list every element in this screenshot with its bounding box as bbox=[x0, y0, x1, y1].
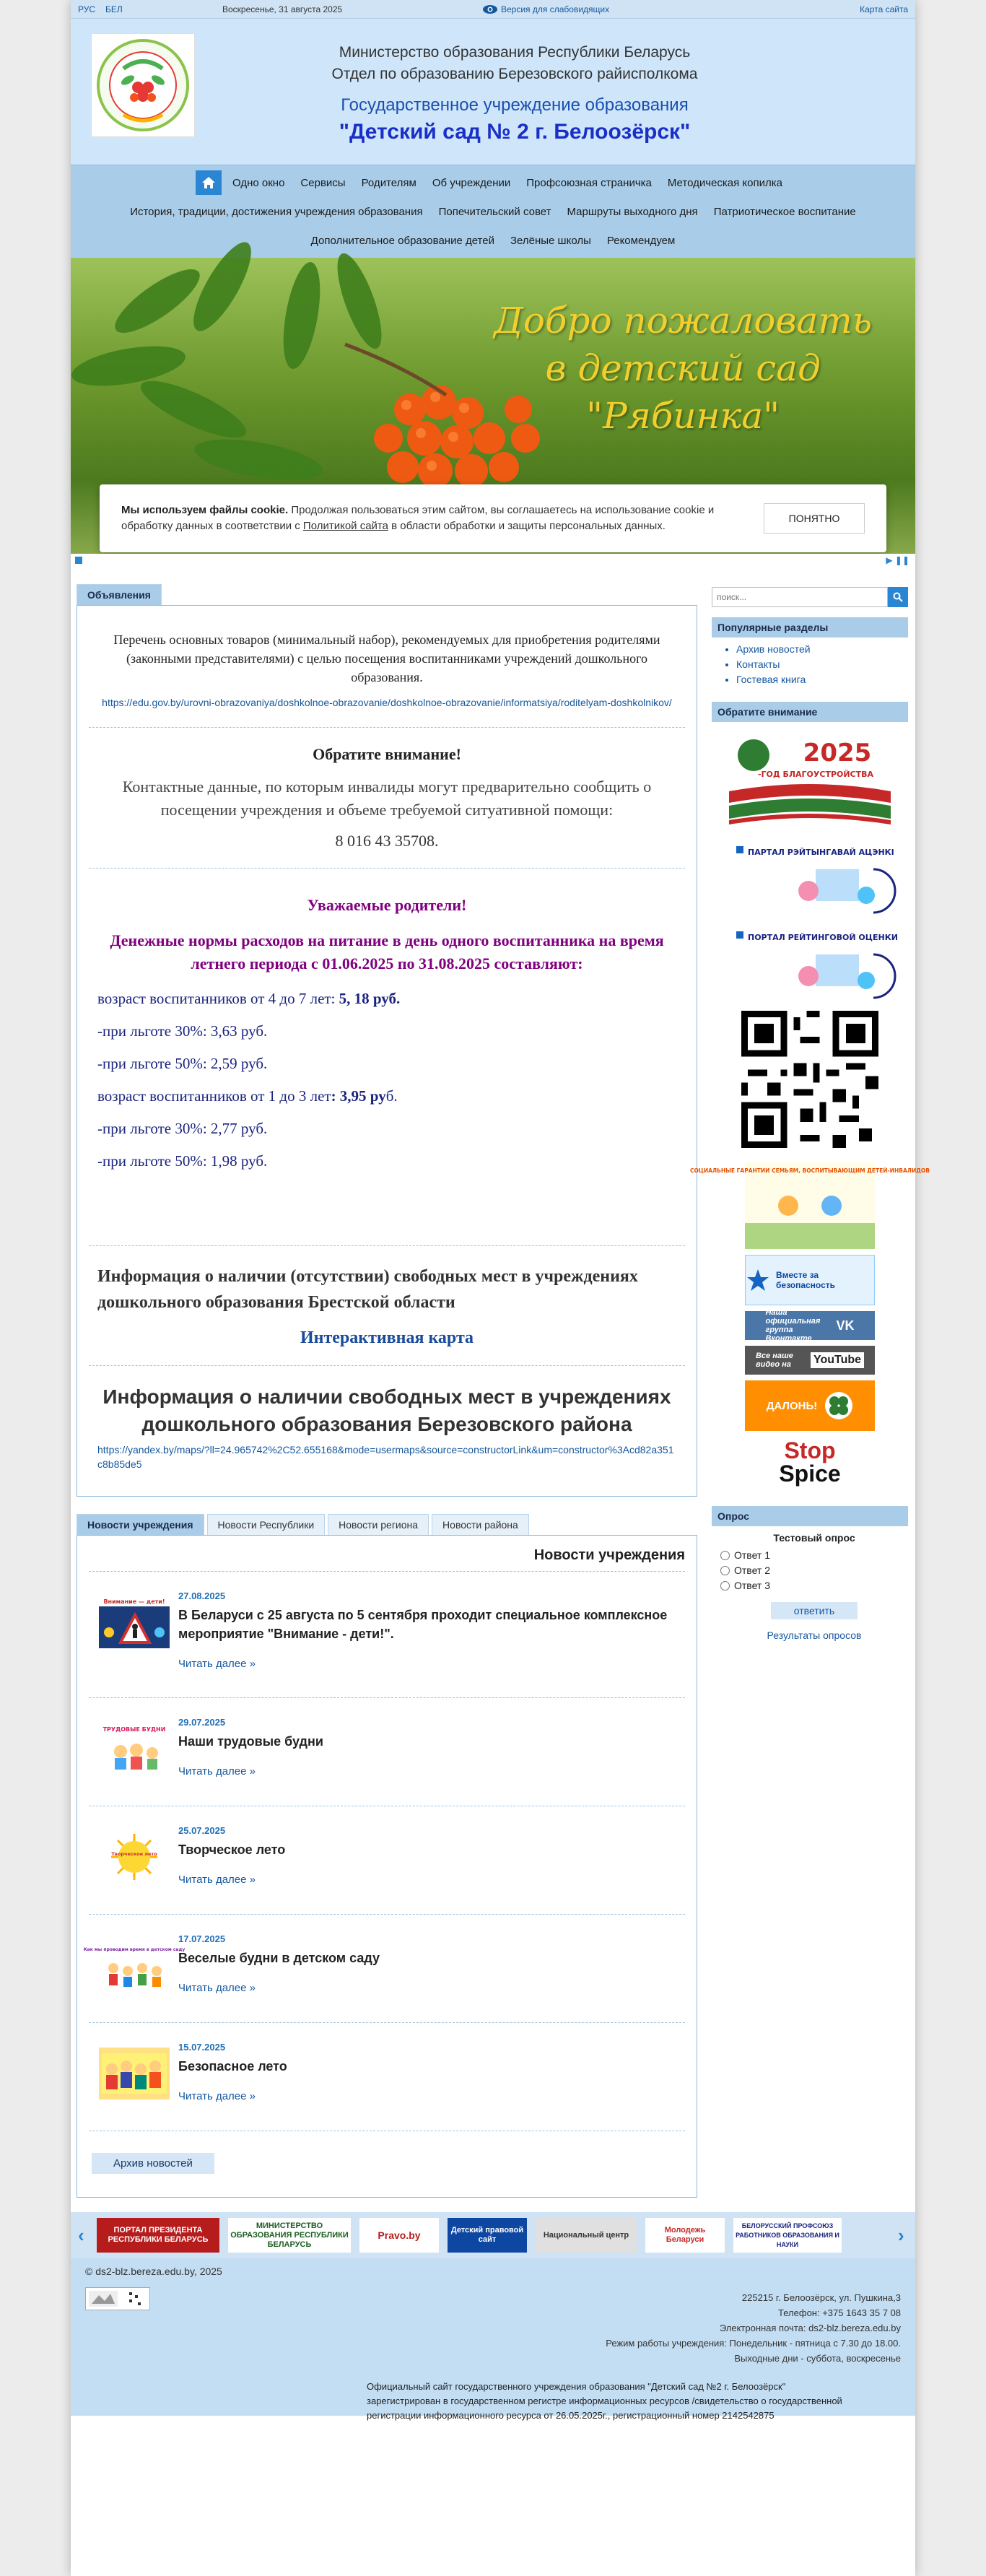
rate-age-1-3-suffix: б. bbox=[385, 1087, 398, 1105]
contact-info bbox=[606, 2290, 901, 2366]
vk-group-banner[interactable] bbox=[745, 1308, 875, 1343]
rating-portal-banner-ru[interactable] bbox=[729, 926, 898, 1005]
announce-tabs bbox=[77, 584, 697, 605]
read-more-link[interactable]: Читать далее » bbox=[178, 2090, 256, 2102]
visitor-counter[interactable] bbox=[85, 2287, 150, 2310]
search-icon bbox=[893, 592, 903, 602]
tab-news-region[interactable]: Новости региона bbox=[328, 1514, 429, 1535]
disability-text: Контактные данные, по которым инвалиды могут предварительно сообщить о посещении учреждения и объеме требуемой ситуативной помощи: bbox=[122, 778, 652, 819]
partner-national-center[interactable]: Национальный центр bbox=[536, 2218, 637, 2253]
read-more-link[interactable]: Читать далее » bbox=[178, 1658, 256, 1670]
goods-list-link[interactable]: https://edu.gov.by/urovni-obrazovaniya/doshkolnoe-obrazovanie/doshkolnoe-obrazovanie/informatsiya/roditelyam-doshkolnikov/ bbox=[102, 697, 672, 708]
site-footer bbox=[71, 2258, 915, 2421]
stop-label: Stop bbox=[784, 1437, 836, 1463]
goods-list-text: Перечень основных товаров (минимальный набор), рекомендуемых для приобретения родителями (законными представителями) с целью посещения воспитанниками учреждений дошкольного образования. bbox=[113, 632, 660, 684]
news-image-fun-days[interactable] bbox=[83, 1939, 186, 1991]
tab-news-republic[interactable]: Новости Республики bbox=[207, 1514, 326, 1535]
poll-radio[interactable] bbox=[720, 1551, 730, 1560]
poll-option[interactable] bbox=[720, 1548, 908, 1563]
news-body bbox=[178, 1591, 685, 1670]
news-body bbox=[178, 1933, 685, 1995]
news-date: 27.08.2025 bbox=[178, 1591, 226, 1601]
partner-youth-belarus[interactable]: Молодежь Беларуси bbox=[645, 2218, 725, 2253]
tab-news-institution[interactable]: Новости учреждения bbox=[77, 1514, 204, 1535]
poll-radio[interactable] bbox=[720, 1581, 730, 1591]
announcement-goods-list bbox=[89, 613, 685, 728]
eye-icon bbox=[482, 4, 498, 14]
search-form bbox=[712, 587, 908, 607]
welcome-banner bbox=[71, 258, 915, 554]
rowan-logo-icon bbox=[95, 37, 191, 134]
address: 225215 г. Белоозёрск, ул. Пушкина,3 bbox=[741, 2292, 901, 2303]
rate-age-4-7 bbox=[97, 990, 676, 1008]
news-date: 15.07.2025 bbox=[178, 2042, 226, 2053]
qr-code-image[interactable] bbox=[741, 1011, 878, 1148]
nav-green-schools[interactable]: Зелёные школы bbox=[510, 234, 591, 247]
nav-services[interactable]: Сервисы bbox=[300, 176, 346, 189]
social-guarantees-label: СОЦИАЛЬНЫЕ ГАРАНТИИ СЕМЬЯМ, ВОСПИТЫВАЮЩИМ ДЕТЕЙ-ИНВАЛИДОВ bbox=[689, 1167, 930, 1174]
portal-by-label: ПАРТАЛ РЭЙТЫНГАВАЙ АЦЭНКІ bbox=[748, 848, 894, 857]
nav-trustees[interactable]: Попечительский совет bbox=[438, 205, 551, 218]
page bbox=[71, 0, 930, 2576]
rate-age-1-3-value: : 3,95 ру bbox=[331, 1087, 386, 1105]
popular-sections-heading: Популярные разделы bbox=[712, 617, 908, 638]
site-logo[interactable] bbox=[91, 33, 195, 137]
home-button[interactable] bbox=[196, 170, 222, 195]
search-button[interactable] bbox=[888, 587, 908, 607]
partner-pravo-by[interactable]: Pravo.by bbox=[359, 2218, 439, 2253]
news-item bbox=[89, 1698, 685, 1806]
ministry-title: Министерство образования Республики Беларусь bbox=[339, 44, 691, 61]
news-title[interactable]: Веселые будни в детском саду bbox=[178, 1951, 380, 1965]
counter-icon bbox=[86, 2288, 149, 2310]
cookie-text bbox=[121, 502, 746, 534]
attention-heading-sidebar: Обратите внимание bbox=[712, 702, 908, 722]
nav-row-2 bbox=[78, 197, 908, 226]
announcements-panel bbox=[77, 605, 697, 1497]
registration-line-1: Официальный сайт государственного учреждения образования "Детский сад №2 г. Белоозёрск" bbox=[367, 2381, 786, 2392]
search-input[interactable] bbox=[712, 587, 888, 607]
news-tabs bbox=[77, 1514, 697, 1535]
lang-by-link[interactable]: БЕЛ bbox=[105, 4, 123, 14]
youtube-banner[interactable] bbox=[745, 1346, 875, 1375]
rate-age-1-3 bbox=[97, 1087, 676, 1105]
read-more-link[interactable]: Читать далее » bbox=[178, 1874, 256, 1886]
rating-portal-banner-by[interactable] bbox=[729, 840, 894, 920]
carousel-prev-icon[interactable]: ‹ bbox=[78, 2224, 84, 2246]
attention-heading: Обратите внимание! bbox=[313, 745, 461, 763]
rate-age-4-7-label: возраст воспитанников от 4 до 7 лет: bbox=[97, 990, 339, 1007]
news-image-label-1: Внимание — дети! bbox=[103, 1598, 165, 1605]
cookie-bold: Мы используем файлы cookie. bbox=[121, 504, 289, 516]
home-icon bbox=[201, 176, 216, 189]
vision-version-label[interactable]: Версия для слабовидящих bbox=[501, 4, 610, 14]
news-date: 29.07.2025 bbox=[178, 1717, 226, 1728]
disability-phone: 8 016 43 35708. bbox=[335, 832, 439, 850]
poll-vote-button[interactable]: ответить bbox=[771, 1602, 858, 1619]
popular-contacts[interactable]: Контакты bbox=[736, 658, 780, 670]
vk-pre-label: Наша официальная группа Вконтакте bbox=[765, 1308, 821, 1343]
social-guarantees-banner[interactable] bbox=[689, 1162, 930, 1249]
read-more-link[interactable]: Читать далее » bbox=[178, 1765, 256, 1777]
popular-news-archive[interactable]: Архив новостей bbox=[736, 643, 811, 655]
nav-methodical[interactable]: Методическая копилка bbox=[667, 176, 782, 189]
yandex-map-link[interactable]: https://yandex.by/maps/?ll=24.965742%2C52.655168&mode=usermaps&source=constructorLink&um=constructor%3Acd82a351c8b85de5 bbox=[97, 1444, 674, 1470]
nav-weekend-routes[interactable]: Маршруты выходного дня bbox=[567, 205, 698, 218]
stop-spice-banner[interactable] bbox=[745, 1437, 875, 1487]
header-titles bbox=[244, 42, 785, 144]
news-body bbox=[178, 1717, 685, 1778]
sitemap-link[interactable]: Карта сайта bbox=[860, 4, 908, 14]
news-item bbox=[89, 1572, 685, 1698]
cookie-text-2: в области обработки и защиты персональных данных. bbox=[388, 520, 666, 532]
safety-star-icon bbox=[746, 1268, 770, 1292]
poll-option-label: Ответ 1 bbox=[734, 1549, 770, 1561]
news-item bbox=[83, 1915, 685, 2023]
dalonu-label: ДАЛОНЬ! bbox=[766, 1399, 818, 1412]
news-image-attention-children[interactable] bbox=[99, 1596, 170, 1648]
nav-extra-education[interactable]: Дополнительное образование детей bbox=[310, 234, 494, 247]
registration-line-2: зарегистрирован в государственном регистре информационных ресурсов /свидетельство о государственной регистрации информационного ресурса от 26.05.2025г., регистрационный номер 2142542875 bbox=[367, 2396, 842, 2421]
institution-type: Государственное учреждение образования bbox=[341, 95, 689, 115]
news-panel bbox=[77, 1535, 697, 2198]
dalonu-banner[interactable] bbox=[745, 1380, 875, 1431]
nav-patriotic[interactable]: Патриотическое воспитание bbox=[713, 205, 856, 218]
news-image-label-4: Как мы проводим время в детском саду bbox=[83, 1947, 186, 1952]
slide-indicator[interactable] bbox=[75, 557, 82, 564]
partner-education-union[interactable]: БЕЛОРУССКИЙ ПРОФСОЮЗ РАБОТНИКОВ ОБРАЗОВАНИЯ И НАУКИ bbox=[733, 2218, 842, 2253]
rate-age-1-3-label: возраст воспитанников от 1 до 3 лет bbox=[97, 1087, 331, 1105]
safety-label: Вместе за безопасность bbox=[776, 1270, 836, 1290]
news-title[interactable]: Безопасное лето bbox=[178, 2059, 287, 2074]
interactive-map-link[interactable]: Интерактивная карта bbox=[300, 1328, 474, 1347]
news-item bbox=[89, 2023, 685, 2131]
brest-places-heading: Информация о наличии (отсутствии) свободных мест в учреждениях дошкольного образования Брестской области bbox=[97, 1267, 638, 1312]
poll-option-label: Ответ 2 bbox=[734, 1565, 770, 1576]
news-body bbox=[178, 1825, 685, 1887]
carousel-next-icon[interactable]: › bbox=[898, 2224, 904, 2246]
cookie-accept-button[interactable]: ПОНЯТНО bbox=[764, 503, 865, 534]
nav-history[interactable]: История, традиции, достижения учреждения образования bbox=[130, 205, 423, 218]
nav-one-window[interactable]: Одно окно bbox=[232, 176, 285, 189]
youtube-pre-label: Все наше видео на bbox=[755, 1352, 793, 1369]
popular-guestbook[interactable]: Гостевая книга bbox=[736, 674, 806, 685]
top-bar bbox=[71, 0, 915, 19]
current-date: Воскресенье, 31 августа 2025 bbox=[222, 4, 343, 14]
working-hours: Режим работы учреждения: Понедельник - пятница с 7.30 до 18.00. bbox=[606, 2338, 901, 2349]
berezovsky-places-heading: Информация о наличии свободных мест в учреждениях дошкольного образования Березовского района bbox=[102, 1385, 671, 1435]
rate-4-7-discount-30: -при льготе 30%: 3,63 руб. bbox=[97, 1022, 268, 1040]
main-content bbox=[71, 567, 930, 2198]
food-rates-heading: Уважаемые родители! bbox=[307, 896, 467, 914]
news-body bbox=[178, 2042, 685, 2103]
spacer bbox=[97, 1170, 676, 1228]
announcement-brest-places bbox=[89, 1246, 685, 1366]
news-image-label-3: Творческое лето bbox=[111, 1851, 157, 1857]
left-column bbox=[77, 584, 697, 2198]
rate-1-3-discount-30: -при льготе 30%: 2,77 руб. bbox=[97, 1120, 268, 1137]
welcome-line-1: Добро пожаловать bbox=[494, 300, 872, 341]
nav-union[interactable]: Профсоюзная страничка bbox=[526, 176, 652, 189]
news-title[interactable]: В Беларуси с 25 августа по 5 сентября проходит специальное комплексное мероприятие "Внимание - дети!". bbox=[178, 1608, 668, 1641]
announcement-food-rates bbox=[89, 869, 685, 1246]
poll-question: Тестовый опрос bbox=[773, 1532, 855, 1544]
poll-results-link[interactable]: Результаты опросов bbox=[767, 1629, 862, 1641]
welcome-text bbox=[494, 297, 872, 440]
rate-age-4-7-value: 5, 18 руб. bbox=[339, 990, 401, 1007]
nav-recommend[interactable]: Рекомендуем bbox=[606, 234, 676, 247]
cookie-policy-link[interactable]: Политикой сайта bbox=[302, 520, 388, 532]
news-image-label-2: ТРУДОВЫЕ БУДНИ bbox=[102, 1726, 166, 1733]
language-switch bbox=[78, 4, 222, 14]
partner-ministry-education[interactable]: МИНИСТЕРСТВО ОБРАЗОВАНИЯ РЕСПУБЛИКИ БЕЛАРУСЬ bbox=[228, 2218, 351, 2253]
news-title[interactable]: Творческое лето bbox=[178, 1842, 286, 1857]
attention-banners bbox=[689, 722, 930, 1487]
news-image-creative-summer[interactable] bbox=[99, 1831, 170, 1883]
vk-icon: VK bbox=[836, 1318, 855, 1333]
poll-radio[interactable] bbox=[720, 1566, 730, 1575]
popular-sections-list bbox=[712, 638, 908, 692]
poll-form bbox=[712, 1526, 908, 1641]
clover-icon bbox=[824, 1391, 853, 1420]
news-block bbox=[77, 1514, 697, 2198]
copyright: © ds2-blz.bereza.edu.by, 2025 bbox=[85, 2266, 222, 2277]
partner-children-legal-site[interactable]: Детский правовой сайт bbox=[448, 2218, 527, 2253]
tab-news-district[interactable]: Новости района bbox=[432, 1514, 529, 1535]
poll-option-label: Ответ 3 bbox=[734, 1580, 770, 1591]
nav-row-3 bbox=[78, 226, 908, 255]
news-item bbox=[89, 1806, 685, 1915]
announcement-disability-contacts bbox=[89, 728, 685, 869]
rate-1-3-discount-50: -при льготе 50%: 1,98 руб. bbox=[97, 1152, 268, 1170]
rate-4-7-discount-50: -при льготе 50%: 2,59 руб. bbox=[97, 1055, 268, 1072]
poll-heading: Опрос bbox=[712, 1506, 908, 1526]
lang-ru-link[interactable]: РУС bbox=[78, 4, 96, 14]
department-title: Отдел по образованию Березовского райисполкома bbox=[331, 66, 698, 82]
registration-info bbox=[367, 2380, 894, 2423]
welcome-line-2: в детский сад bbox=[545, 347, 821, 389]
spice-label: Spice bbox=[779, 1461, 841, 1487]
cookie-notice bbox=[100, 484, 886, 552]
cookie-text-1: Продолжая пользоваться этим сайтом, вы соглашаетесь на использование cookie и обработку данных в соответствии с bbox=[121, 504, 715, 532]
vision-version-link[interactable] bbox=[482, 4, 860, 14]
tab-announcements[interactable]: Объявления bbox=[77, 584, 162, 605]
safety-banner[interactable] bbox=[745, 1255, 875, 1305]
news-title[interactable]: Наши трудовые будни bbox=[178, 1734, 323, 1749]
phone: Телефон: +375 1643 35 7 08 bbox=[778, 2307, 901, 2318]
portal-ru-label: ПОРТАЛ РЕЙТИНГОВОЙ ОЦЕНКИ bbox=[748, 933, 898, 942]
news-date: 25.07.2025 bbox=[178, 1825, 226, 1836]
right-sidebar bbox=[689, 584, 930, 2198]
youtube-icon bbox=[811, 1352, 864, 1368]
main-navigation bbox=[71, 165, 915, 258]
poll-option[interactable] bbox=[720, 1563, 908, 1578]
news-archive-button[interactable]: Архив новостей bbox=[92, 2153, 214, 2174]
year-of-improvement-banner[interactable] bbox=[729, 734, 891, 835]
news-panel-title: Новости учреждения bbox=[89, 1543, 685, 1572]
announcement-berezovsky-places bbox=[89, 1366, 685, 1489]
partner-president-portal[interactable]: ПОРТАЛ ПРЕЗИДЕНТА РЕСПУБЛИКИ БЕЛАРУСЬ bbox=[97, 2218, 219, 2253]
slider-controls bbox=[71, 554, 915, 567]
nav-parents[interactable]: Родителям bbox=[361, 176, 416, 189]
news-image-safe-summer[interactable] bbox=[99, 2048, 170, 2099]
welcome-line-3: "Рябинка" bbox=[586, 395, 780, 437]
weekend-days: Выходные дни - суббота, воскресенье bbox=[734, 2353, 901, 2364]
youtube-label: YouTube bbox=[813, 1354, 862, 1366]
read-more-link[interactable]: Читать далее » bbox=[178, 1982, 256, 1994]
site-header bbox=[71, 19, 915, 165]
banner-2025-number: 2025 bbox=[803, 739, 872, 767]
food-rates-subheading: Денежные нормы расходов на питание в день одного воспитанника на время летнего периода с 01.06.2025 по 31.08.2025 составляют: bbox=[110, 931, 664, 972]
nav-row-1 bbox=[78, 168, 908, 197]
institution-name: "Детский сад № 2 г. Белоозёрск" bbox=[339, 120, 691, 144]
banner-2025-caption: -ГОД БЛАГОУСТРОЙСТВА bbox=[757, 770, 874, 779]
poll-option[interactable] bbox=[720, 1578, 908, 1593]
news-date: 17.07.2025 bbox=[178, 1933, 226, 1944]
nav-about[interactable]: Об учреждении bbox=[432, 176, 511, 189]
play-pause-icon[interactable]: ▶ ❚❚ bbox=[886, 555, 909, 565]
email: Электронная почта: ds2-blz.bereza.edu.by bbox=[719, 2323, 901, 2333]
news-image-work-days[interactable] bbox=[99, 1723, 170, 1775]
partner-carousel bbox=[71, 2212, 915, 2258]
